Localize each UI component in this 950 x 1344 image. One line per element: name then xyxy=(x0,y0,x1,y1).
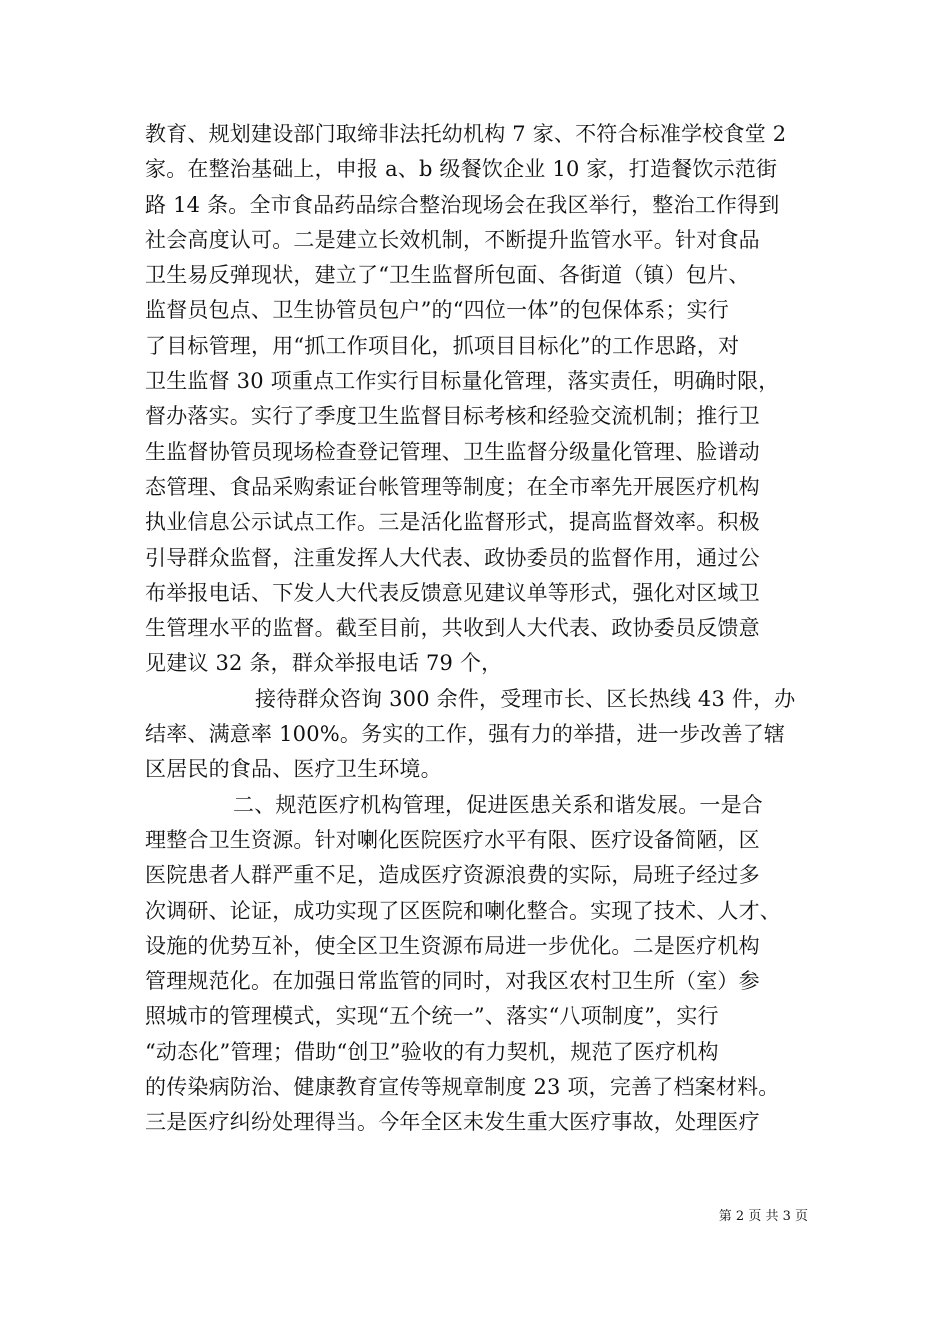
text-line: 了目标管理，用“抓工作项目化，抓项目目标化”的工作思路，对 xyxy=(145,333,740,358)
text-line: 生管理水平的监督。截至目前，共收到人大代表、政协委员反馈意 xyxy=(145,616,760,641)
text-line: 设施的优势互补，使全区卫生资源布局进一步优化。二是医疗机构 xyxy=(145,933,760,958)
text-line: 执业信息公示试点工作。三是活化监督形式，提高监督效率。积极 xyxy=(145,510,760,535)
text-line: 态管理、食品采购索证台帐管理等制度；在全市率先开展医疗机构 xyxy=(145,474,760,499)
text-line: 照城市的管理模式，实现“五个统一”、落实“八项制度”，实行 xyxy=(145,1004,719,1029)
text-line: “动态化”管理；借助“创卫”验收的有力契机，规范了医疗机构 xyxy=(145,1039,719,1064)
text-line: 家。在整治基础上，申报 a、b 级餐饮企业 10 家，打造餐饮示范街 xyxy=(145,157,778,182)
page-number-footer: 第 2 页 共 3 页 xyxy=(718,1209,808,1224)
text-line: 生监督协管员现场检查登记管理、卫生监督分级量化管理、脸谱动 xyxy=(145,439,760,464)
text-line: 社会高度认可。二是建立长效机制，不断提升监管水平。针对食品 xyxy=(145,227,760,252)
text-line: 教育、规划建设部门取缔非法托幼机构 7 家、不符合标准学校食堂 2 xyxy=(145,122,787,146)
text-line: 的传染病防治、健康教育宣传等规章制度 23 项，完善了档案材料。 xyxy=(145,1075,780,1100)
text-line: 区居民的食品、医疗卫生环境。 xyxy=(145,757,442,782)
text-line: 管理规范化。在加强日常监管的同时，对我区农村卫生所（室）参 xyxy=(145,969,760,994)
text-line: 监督员包点、卫生协管员包户”的“四位一体”的包保体系；实行 xyxy=(145,298,730,323)
text-line: 引导群众监督，注重发挥人大代表、政协委员的监督作用，通过公 xyxy=(145,545,760,570)
text-line: 结率、满意率 100%。务实的工作，强有力的举措，进一步改善了辖 xyxy=(145,722,786,747)
paragraph-start-line: 二、规范医疗机构管理，促进医患关系和谐发展。一是合 xyxy=(233,792,763,817)
text-line: 见建议 32 条，群众举报电话 79 个， xyxy=(145,651,503,676)
text-line: 理整合卫生资源。针对喇化医院医疗水平有限、医疗设备简陋，区 xyxy=(145,827,760,852)
text-line: 布举报电话、下发人大代表反馈意见建议单等形式，强化对区域卫 xyxy=(145,580,760,605)
paragraph-start-line: 接待群众咨询 300 余件，受理市长、区长热线 43 件，办 xyxy=(255,686,796,711)
text-line: 路 14 条。全市食品药品综合整治现场会在我区举行，整治工作得到 xyxy=(145,192,780,217)
text-line: 三是医疗纠纷处理得当。今年全区未发生重大医疗事故，处理医疗 xyxy=(145,1110,760,1135)
text-line: 次调研、论证，成功实现了区医院和喇化整合。实现了技术、人才、 xyxy=(145,898,781,923)
text-line: 卫生易反弹现状，建立了“卫生监督所包面、各街道（镇）包片、 xyxy=(145,263,750,288)
body-text xyxy=(145,117,825,1141)
text-line: 医院患者人群严重不足，造成医疗资源浪费的实际，局班子经过多 xyxy=(145,863,760,888)
text-line: 督办落实。实行了季度卫生监督目标考核和经验交流机制；推行卫 xyxy=(145,404,760,429)
text-line: 卫生监督 30 项重点工作实行目标量化管理，落实责任，明确时限， xyxy=(145,369,780,394)
